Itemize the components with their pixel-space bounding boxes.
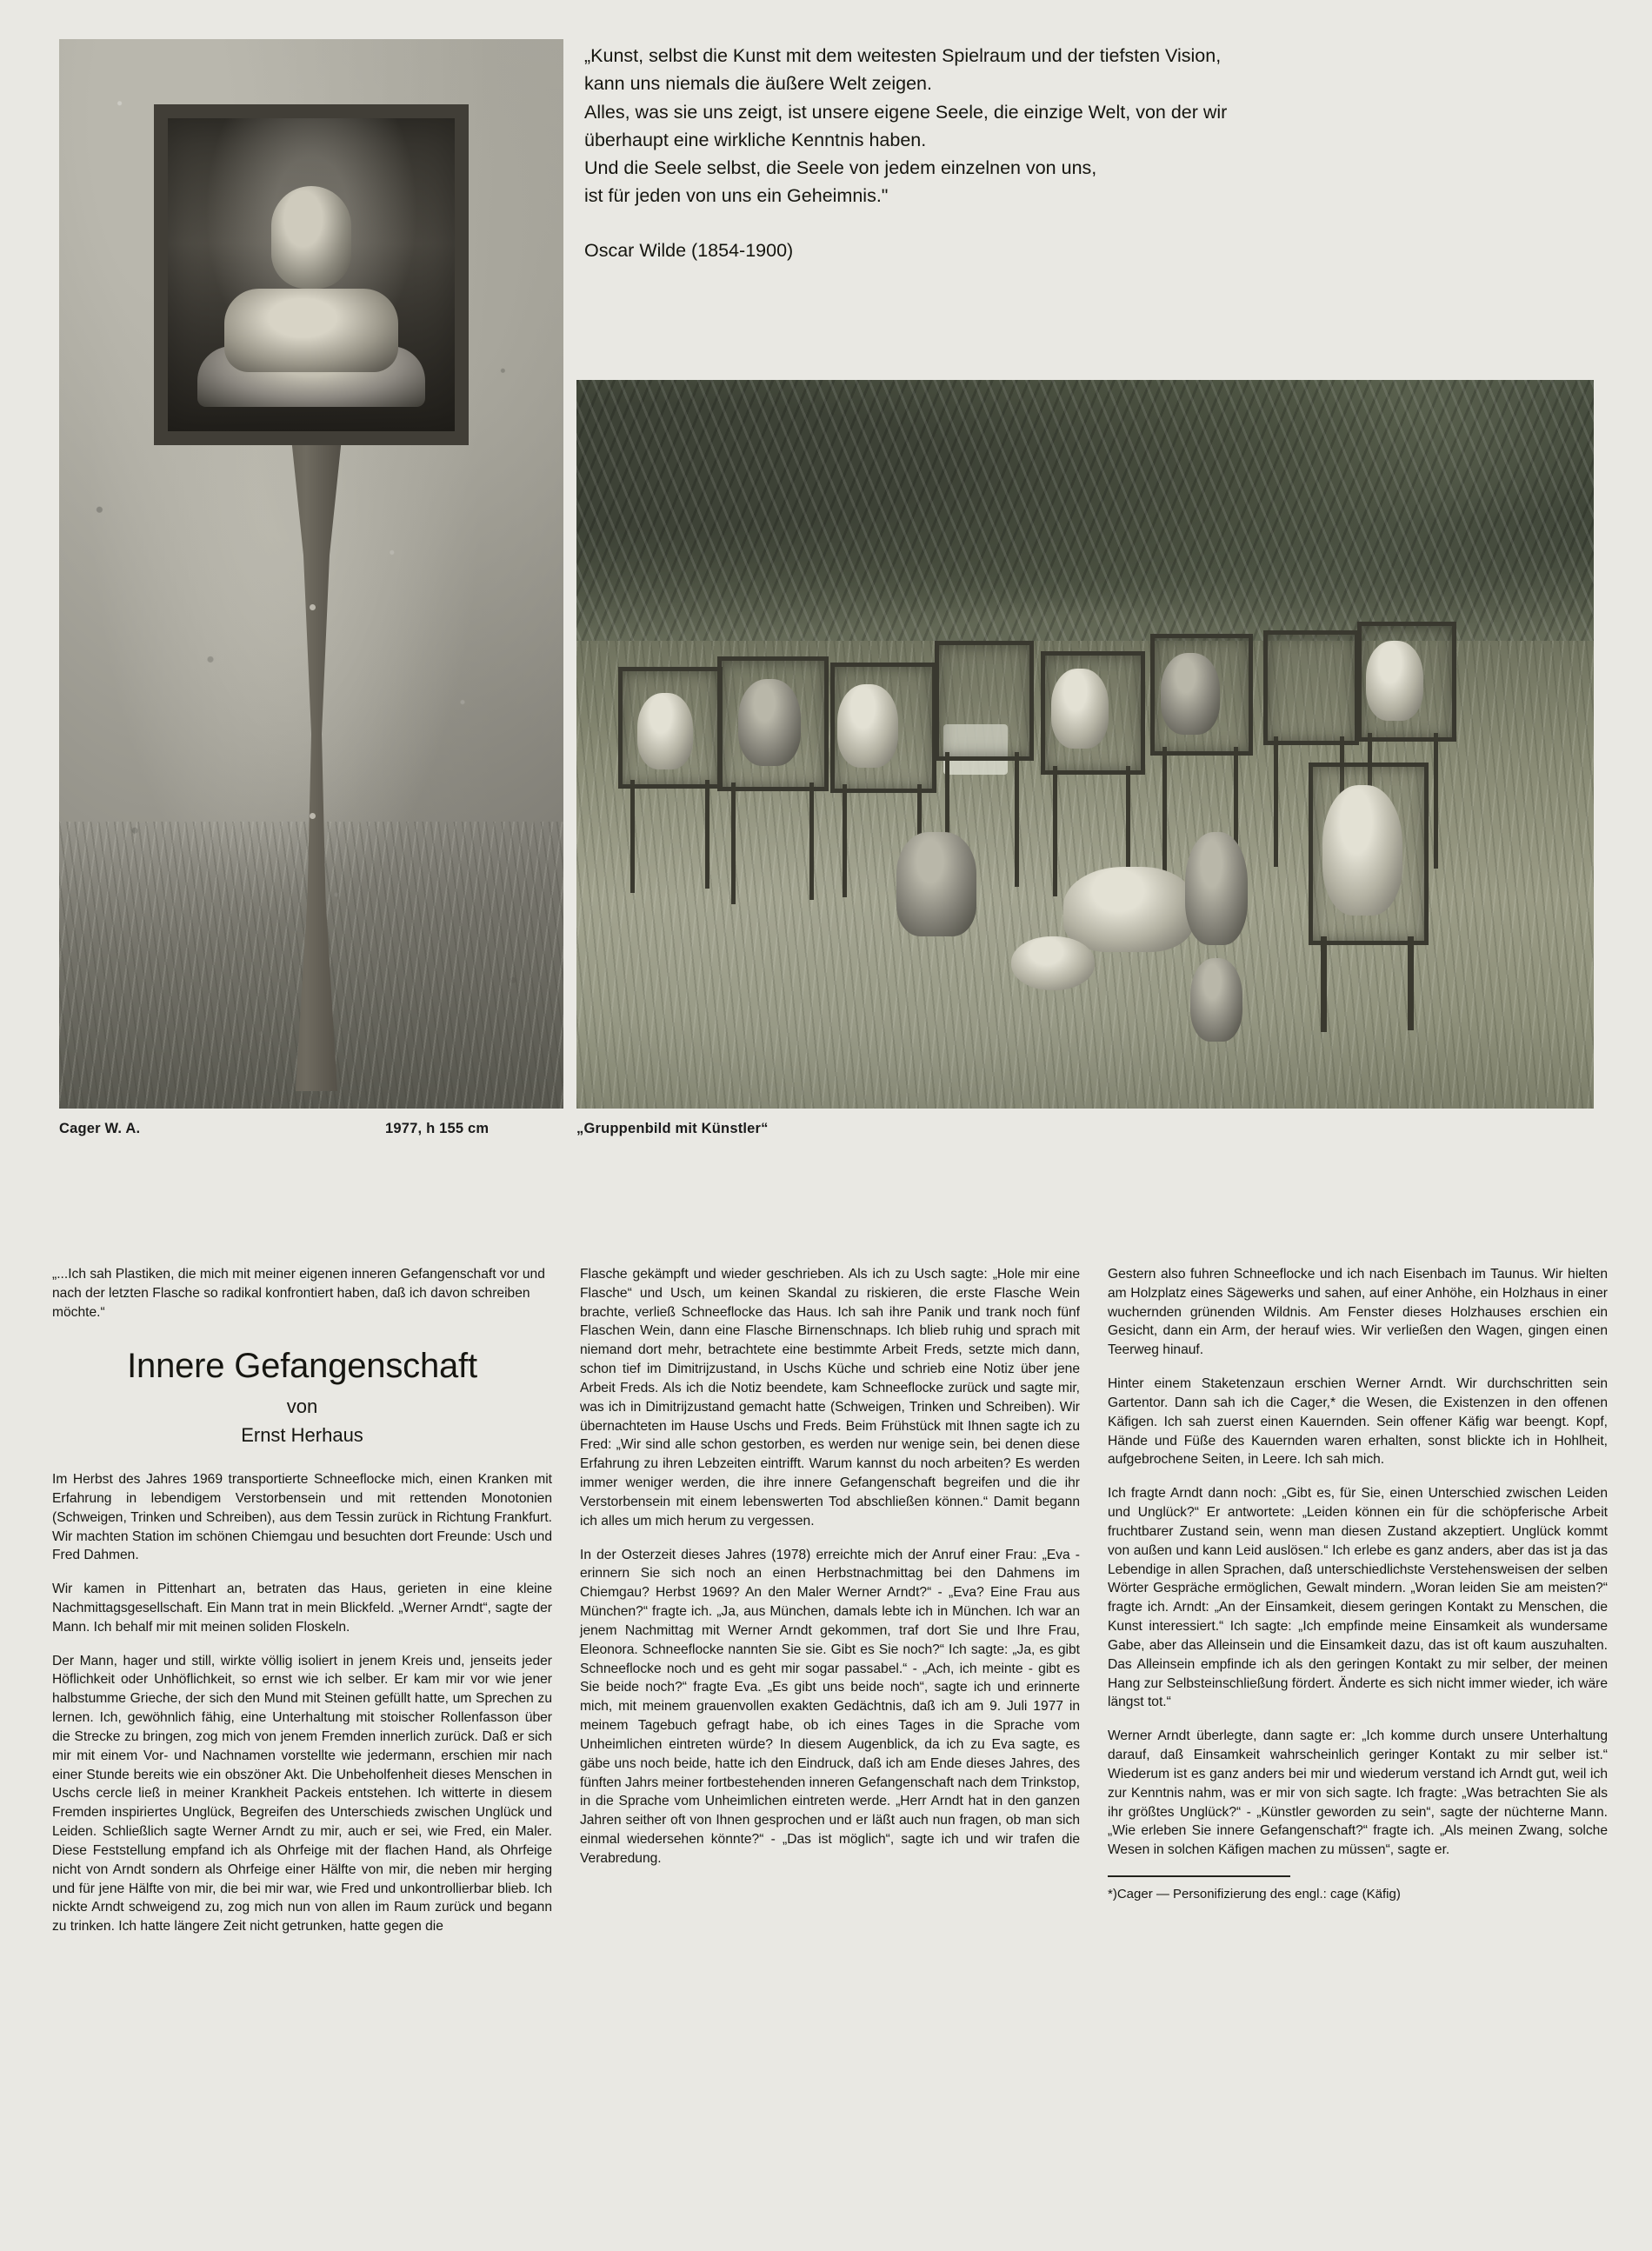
- article-paragraph: Hinter einem Staketenzaun erschien Werner Arndt. Wir durchschritten sein Gartentor. Dann sah ich die Cager,* die Wesen, die Existenzen in den offenen Käfigen. Ich sah zuerst einen Kauernden. Sein offener Käfig war beengt. Kopf, Hände und Füße des Kauernden waren erhalten, sonst blickte ich in Hohlheit, aufgebrochene Seiten, in Leere. Ich sah mich.: [1108, 1376, 1608, 1468]
- epigraph-quote: [584, 42, 1436, 264]
- article-lead: „...Ich sah Plastiken, die mich mit meiner eigenen inneren Gefangenschaft vor und nach der letzten Flasche so radikal konfrontiert haben, daß ich davon schreiben möchte.“: [52, 1267, 545, 1321]
- byline-author: Ernst Herhaus: [241, 1424, 363, 1447]
- cage-leg: [1162, 747, 1167, 877]
- cage-leg: [731, 783, 736, 904]
- caged-figure: [1366, 641, 1423, 721]
- cage-leg: [630, 780, 635, 893]
- sculpture-group-photo: [576, 380, 1594, 1109]
- footnote-divider: [1108, 1875, 1290, 1877]
- article-paragraph: Flasche gekämpft und wieder geschrieben. Als ich zu Usch sagte: „Hole mir eine Flasche“ und Usch, um keinen Skandal zu riskieren, die erste Flasche Wein brachte, verließ Schneeflocke das Haus. Ich sah ihre Panik und trank noch fünf Flaschen Wein, dann eine Flasche Birnenschnaps. Ich blieb ruhig und sprach mit niemand dort mehr, betrachtete eine bestimmte Arbeit Freds, setzte mich dann, schon tief im Dimitrijzustand, in Uschs Küche und schrieb eine Notiz über jene Arbeit Freds. Als ich die Notiz beendete, kam Schneeflocke zurück und sagte mir, was ich in Dimitrijzustand gemacht hatte (Schweigen, Trinken und Schreiben). Wir übernachteten im Hause Uschs und Freds. Beim Frühstück mit Ihnen sagte ich zu Fred: „Wir sind alle schon gestorben, es werden nur wenige sein, bei denen diese Erfahrung zu ihren Lebzeiten eintrifft. Warum kannst du noch arbeiten? Es werden immer weniger werden, die ihre innere Gefangenschaft begreifen und die ihr Verstorbensein mit einem lebenswerten Tod abschließen können.“ Damit begann ich alles um mich herum zu vergessen.: [580, 1267, 1080, 1528]
- article-paragraph: Der Mann, hager und still, wirkte völlig isoliert in jenem Kreis und, jenseits jeder Höflichkeit oder Unhöflichkeit, so ernst wie ich selber. Er kam mir vor wie jener halbstumme Grieche, der sich den Mund mit Steinen gefüllt hatte, um Sprechen zu lernen. Ich, gewöhnlich fähig, eine Unterhaltung mit stoischer Rollenfasson über die Strecke zu bringen, zog mich von jenem Fremden innerlich zurück. Daß er sich mir mit einem Vor- und Nachnamen vorstellte wie jedermann, erschien mir nach einer Stunde bereits wie ein obszöner Akt. Die Unbeholfenheit dieses Menschen in Uschs cercle ließ in meiner Krankheit Packeis entstehen. Ich witterte in diesem Fremden inspiriertes Unglück, Begreifen des Unterschieds zwischen Unglück und Leiden. Schließlich sagte Werner Arndt zu mir, auch er sei, wie Fred, ein Maler. Diese Feststellung empfand ich als Ohrfeige mit der flachen Hand, als Ohrfeige nicht von Arndt sondern als Ohrfeige einer Hälfte von mir, die neben mir herging und für jene Hälfte von mir, die bei mir war, wie Fred und unkontrollierbar blieb. Ich nickte Arndt schweigend zu, zog mich nun von allen im Raum zurück und begann zu trinken. Ich hatte längere Zeit nicht getrunken, hatte gegen die: [52, 1653, 552, 1935]
- cage-leg: [1321, 936, 1327, 1032]
- quote-line: „Kunst, selbst die Kunst mit dem weitesten Spielraum und der tiefsten Vision,: [584, 45, 1222, 66]
- sculpture-photo-left: [59, 39, 563, 1109]
- caption-left-title: Cager W. A.: [59, 1121, 141, 1136]
- caption-left-detail: 1977, h 155 cm: [385, 1121, 490, 1136]
- article-paragraph: Werner Arndt überlegte, dann sagte er: „Ich komme durch unsere Unterhaltung darauf, daß Einsamkeit wahrscheinlich geringer Kontakt zu mir selber ist.“ Wiederum ist es ganz anders bei mir und wiederum verstand ich Arndt gut, weil ich zur Kenntnis nahm, was er mir von sich sagte. Ich fragte: „Was betrachten Sie als ihr größtes Unglück?“ - „Künstler geworden zu sein“, sagte der nüchterne Mann. „Wie erleben Sie innere Gefangenschaft?“ fragte ich. „Als meinen Zwang, solche Wesen in solchen Käfigen machen zu müssen“, sagte er.: [1108, 1728, 1608, 1858]
- cage-leg: [843, 784, 847, 897]
- cage-leg: [809, 783, 814, 900]
- article-paragraph: In der Osterzeit dieses Jahres (1978) erreichte mich der Anruf einer Frau: „Eva - erinnern Sie sich noch an einen Herbstnachmittag bei den Dahmens im Chiemgau? Herbst 1969? An den Maler Werner Arndt?“ - „Eva? Eine Frau aus München?“ fragte ich. „Ja, aus München, damals lebte ich in München. Ich war an jenem Nachmittag mit Werner Arndt gekommen, traf dort Sie und Ihre Frau, Eleonora. Schneeflocke nannten Sie sie. Gibt es Sie noch?“ Ich sagte: „Ja, es gibt Schneeflocke noch und es geht mir sogar passabel.“ - „Ach, ich meinte - gibt es Sie beide noch?“ fragte Eva. „Es gibt uns beide noch“, sagte ich und erinnerte mich, mit meinem grauenvollen exakten Gedächtnis, daß ich am 9. Juli 1977 in meinem Tagebuch gefragt habe, ob ich eines Tages in die Sprache vom Unheimlichen eintreten würde? In diesem Augenblick, da ich zu Eva sagte, es gäbe uns noch beide, hatte ich den Eindruck, daß ich am Ende dieses Jahres, des fünften Jahrs meiner fortbestehenden inneren Gefangenschaft nach dem Trinkstop, in die Sprache vom Unheimlichen eintreten werde. „Herr Arndt hat in den ganzen Jahren seither oft von Ihnen gesprochen und er läßt auch nun fragen, ob man sich einmal wiedersehen könnte?“ - „Das ist möglich“, sagte ich und wir trafen die Verabredung.: [580, 1547, 1080, 1866]
- caged-figure: [738, 679, 801, 766]
- quote-attribution: Oscar Wilde (1854-1900): [584, 239, 794, 261]
- article-paragraph: Ich fragte Arndt dann noch: „Gibt es, für Sie, einen Unterschied zwischen Leiden und Unglück?“ Er antwortete: „Leiden können ein für die schöpferische Arbeit fruchtbarer Zustand sein, wenn man diesen Zustand akzeptiert. Unglück kommt von außen und kann Leid auslösen.“ Ich erlebe es ganz anders, aber das ist ja das Lebendige in allen Sprachen, daß unterschiedlichste Verstehensweisen der selben Wörter Gespräche ermöglichen, Gewalt mindern. „Woran leiden Sie am meisten?“ fragte ich. Arndt: „An der Einsamkeit, diesem geringen Kontakt zu Menschen, die Kunst interessiert.“ Ich sagte: „Ich empfinde meine Einsamkeit als wundersame Gabe, aber das Alleinsein und die Einsamkeit dazu, das ist oft kaum auszuhalten. Das Alleinsein empfinde ich als den geringen Kontakt zu mir selber, der meinen Hang zur Selbsteinschließung fördert. Änderte es sich nicht immer wieder, ich wäre längst tot.“: [1108, 1486, 1608, 1710]
- caged-figure: [837, 684, 898, 768]
- cage-leg: [1053, 766, 1057, 896]
- seated-person: [896, 832, 976, 936]
- article-column-3: [1108, 1265, 1608, 1918]
- footnote-text: *)Cager — Personifizierung des engl.: cage (Käfig): [1108, 1887, 1401, 1902]
- cage-leg: [1274, 736, 1278, 867]
- pedestal-dot: [310, 604, 316, 610]
- caged-figure: [637, 693, 693, 769]
- cage-leg: [1015, 752, 1019, 887]
- standing-figure: [1185, 832, 1248, 945]
- caged-figure: [1051, 669, 1109, 749]
- article-column-2: [580, 1265, 1080, 1883]
- caged-figure-foreground: [1322, 785, 1402, 916]
- article-column-1: [52, 1265, 552, 1951]
- article-paragraph: Wir kamen in Pittenhart an, betraten das Haus, gerieten in eine kleine Nachmittagsgesellschaft. Ein Mann trat in mein Blickfeld. „Werner Arndt“, sagte der Mann. Ich behalf mir mit meinen soliden Floskeln.: [52, 1582, 552, 1635]
- pedestal-dot: [310, 813, 316, 819]
- cage-leg: [1408, 936, 1414, 1030]
- figure-head: [271, 186, 351, 289]
- cage-leg: [1434, 733, 1438, 869]
- cage-leg: [705, 780, 709, 889]
- kneeling-figure: [1190, 958, 1242, 1042]
- quote-line: Und die Seele selbst, die Seele von jedem einzelnen von uns,: [584, 157, 1097, 178]
- cage-sculpture: [935, 641, 1034, 761]
- reclining-figure: [1011, 936, 1095, 990]
- article-paragraph: Im Herbst des Jahres 1969 transportierte Schneeflocke mich, einen Kranken mit Erfahrung in lebendigem Verstorbensein und mit rettenden Monotonien (Schweigen, Trinken und Schreiben), aus dem Tessin zurück in Richtung Frankfurt. Wir machten Station im schönen Chiemgau und besuchten dort Freunde: Usch und Fred Dahmen.: [52, 1472, 552, 1563]
- quote-line: ist für jeden von uns ein Geheimnis.": [584, 185, 889, 207]
- caged-figure: [1161, 653, 1220, 735]
- quote-line: Alles, was sie uns zeigt, ist unsere eigene Seele, die einzige Welt, von der wir: [584, 101, 1228, 123]
- byline-von: von: [286, 1395, 318, 1418]
- sculpture-cage-box: [154, 104, 469, 445]
- figure-hands: [224, 289, 398, 372]
- reclining-animal-figure: [1063, 867, 1194, 952]
- quote-line: überhaupt eine wirkliche Kenntnis haben.: [584, 129, 927, 150]
- caption-right-title: „Gruppenbild mit Künstler“: [576, 1121, 769, 1136]
- cage-sculpture: [1263, 630, 1359, 745]
- article-paragraph: Gestern also fuhren Schneeflocke und ich nach Eisenbach im Taunus. Wir hielten am Holzplatz eines Sägewerks und sahen, auf einer Anhöhe, ein Holzhaus in einer wuchernden grünenden Wildnis. Am Fenster dieses Holzhauses erschien ein Gesicht, dann ein Arm, der herauf wies. Wir verließen den Wagen, gingen einen Teerweg hinauf.: [1108, 1267, 1608, 1358]
- article-title: Innere Gefangenschaft: [127, 1347, 477, 1386]
- quote-line: kann uns niemals die äußere Welt zeigen.: [584, 73, 932, 95]
